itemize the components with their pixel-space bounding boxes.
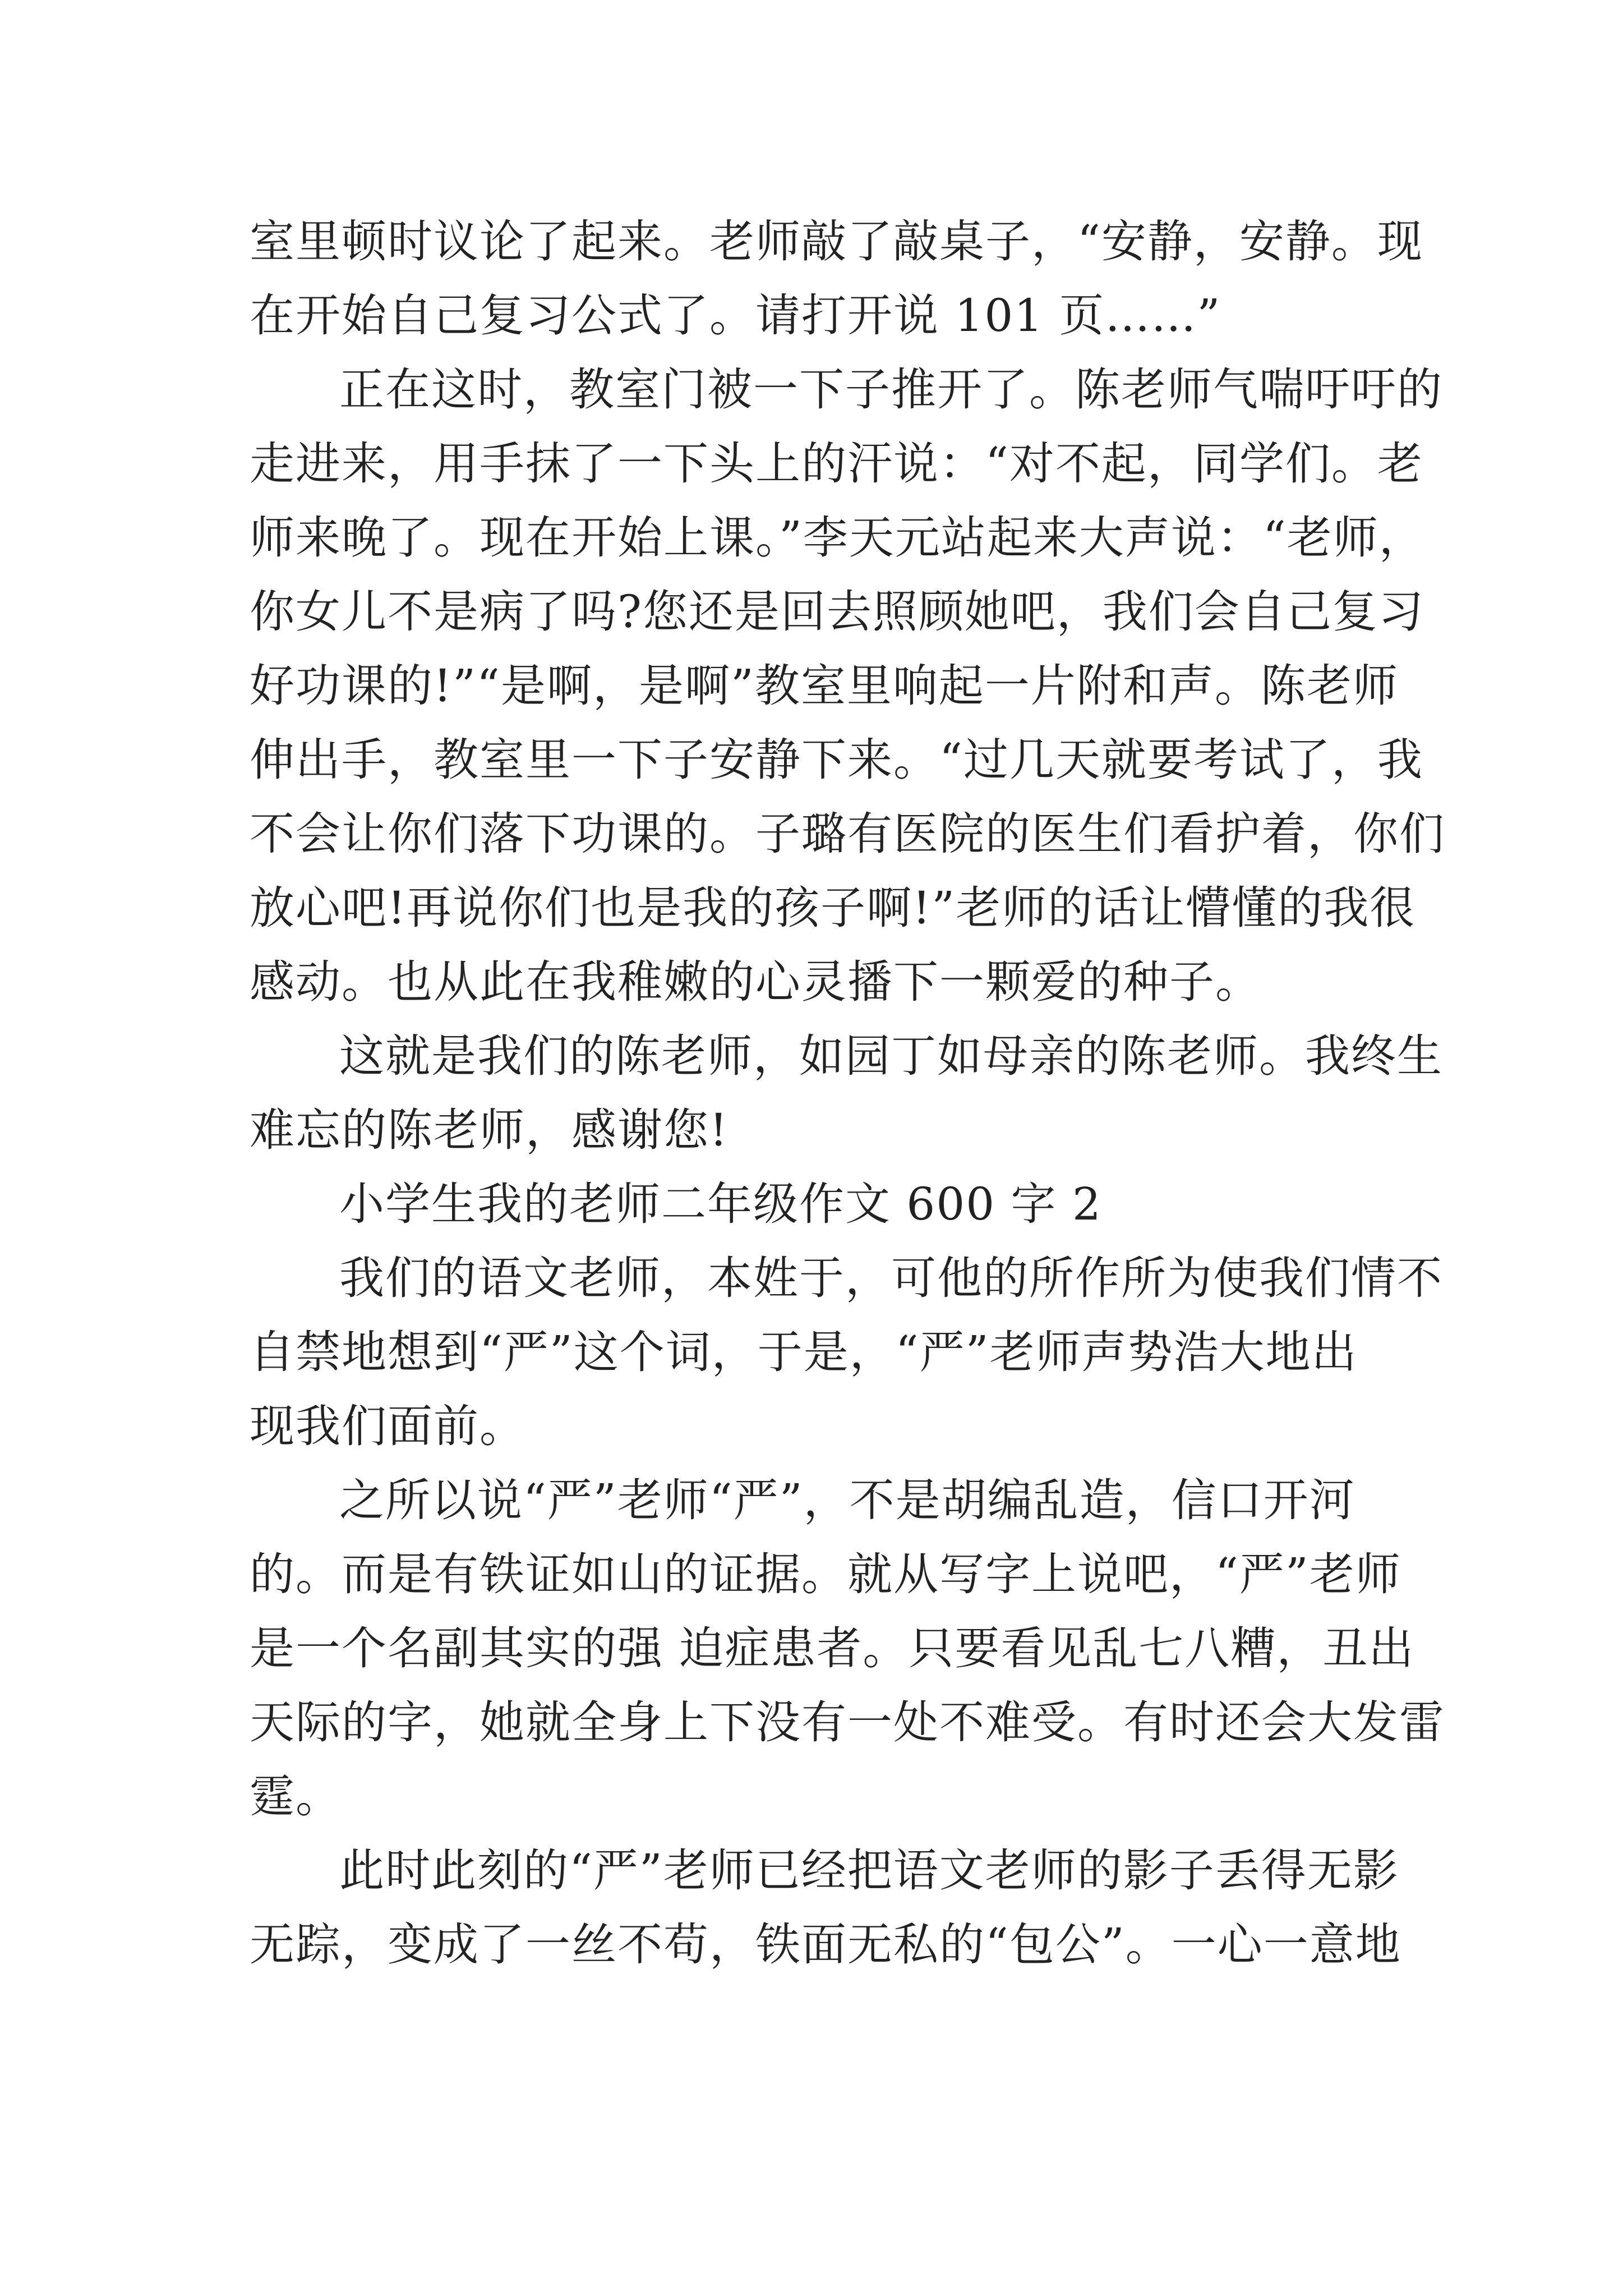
text-line: 走进来，用手抹了一下头上的汗说：“对不起，同学们。老 xyxy=(250,438,1423,490)
text-line: 感动。也从此在我稚嫩的心灵播下一颗爱的种子。 xyxy=(250,956,1261,1008)
text-line: 是一个名副其实的强 迫症患者。只要看见乱七八糟，丑出 xyxy=(250,1622,1415,1674)
text-line: 好功课的!”“是啊，是啊”教室里响起一片附和声。陈老师 xyxy=(250,660,1399,712)
text-line: 自禁地想到“严”这个词，于是，“严”老师声势浩大地出 xyxy=(250,1326,1358,1378)
text-line: 在开始自己复习公式了。请打开说 101 页……” xyxy=(250,289,1221,342)
text-line: 你女儿不是病了吗?您还是回去照顾她吧，我们会自己复习 xyxy=(250,586,1424,638)
text-line: 霆。 xyxy=(250,1770,342,1823)
text-line: 放心吧!再说你们也是我的孩子啊!”老师的话让懵懂的我很 xyxy=(250,882,1416,934)
text-line: 不会让你们落下功课的。子璐有医院的医生们看护着，你们 xyxy=(250,808,1445,860)
paragraph-start: 此时此刻的“严”老师已经把语文老师的影子丢得无影 xyxy=(339,1844,1399,1897)
text-line: 伸出手，教室里一下子安静下来。“过几天就要考试了，我 xyxy=(250,734,1423,786)
paragraph-start: 这就是我们的陈老师，如园丁如母亲的陈老师。我终生 xyxy=(339,1030,1443,1082)
text-line: 无踪，变成了一丝不苟，铁面无私的“包公”。一心一意地 xyxy=(250,1918,1401,1971)
text-line: 室里顿时议论了起来。老师敲了敲桌子，“安静，安静。现 xyxy=(250,215,1423,268)
text-line: 师来晚了。现在开始上课。”李天元站起来大声说：“老师， xyxy=(250,512,1425,564)
section-title: 小学生我的老师二年级作文 600 字 2 xyxy=(339,1178,1102,1230)
paragraph-start: 正在这时，教室门被一下子推开了。陈老师气喘吁吁的 xyxy=(339,364,1443,416)
text-line: 现我们面前。 xyxy=(250,1400,525,1452)
paragraph-start: 之所以说“严”老师“严”，不是胡编乱造，信口开河 xyxy=(339,1474,1355,1526)
text-line: 难忘的陈老师，感谢您! xyxy=(250,1104,729,1156)
paragraph-start: 我们的语文老师，本姓于，可他的所作所为使我们情不 xyxy=(339,1252,1443,1304)
text-line: 天际的字，她就全身上下没有一处不难受。有时还会大发雷 xyxy=(250,1696,1445,1749)
text-line: 的。而是有铁证如山的证据。就从写字上说吧，“严”老师 xyxy=(250,1548,1401,1600)
essay-body xyxy=(250,205,1445,1982)
